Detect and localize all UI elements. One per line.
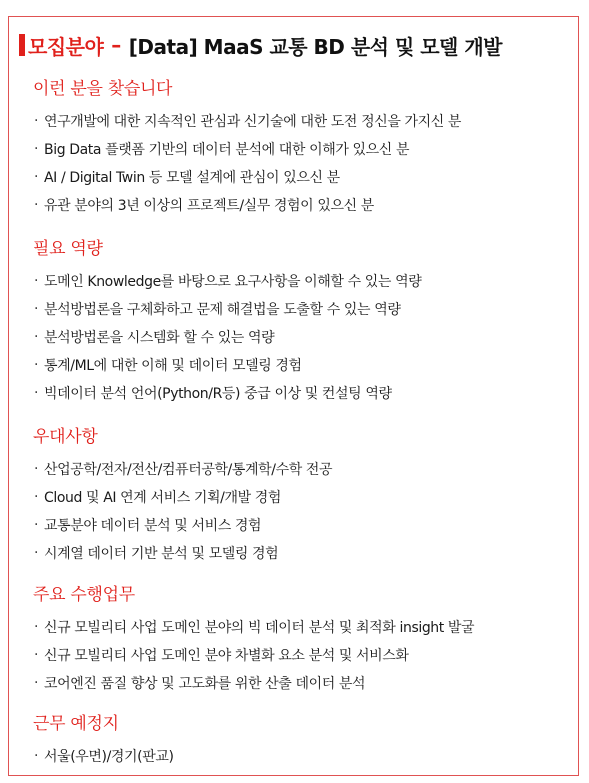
list-item [33,483,563,511]
list-item-text: Big Data 플랫폼 기반의 데이터 분석에 대한 이해가 있으신 분 [44,142,410,158]
list-item [33,613,563,641]
list-item [33,641,563,669]
section-list [33,742,563,770]
section-list [33,455,563,567]
bullet-icon: · [34,748,39,764]
bullet-icon: · [34,517,39,533]
list-item-text: 신규 모빌리티 사업 도메인 분야 차별화 요소 분석 및 서비스화 [44,648,409,664]
section-work-location [33,711,563,770]
list-item-text: 도메인 Knowledge를 바탕으로 요구사항을 이해할 수 있는 역량 [44,274,422,290]
list-item [33,107,563,135]
bullet-icon: · [34,357,39,373]
bullet-icon: · [34,647,39,663]
list-item [33,135,563,163]
title-position: [Data] MaaS 교통 BD 분석 및 모델 개발 [128,34,502,59]
bullet-icon: · [34,301,39,317]
section-heading: 근무 예정지 [33,714,119,734]
list-item-text: AI / Digital Twin 등 모델 설계에 관심이 있으신 분 [44,170,340,186]
title-dash: – [111,33,121,57]
section-heading: 우대사항 [33,427,98,447]
bullet-icon: · [34,675,39,691]
list-item [33,295,563,323]
bullet-icon: · [34,461,39,477]
title-category: 모집분야 [28,34,104,59]
list-item-text: 분석방법론을 시스템화 할 수 있는 역량 [44,330,275,346]
list-item [33,351,563,379]
list-item [33,669,563,697]
bullet-icon: · [34,329,39,345]
section-heading: 주요 수행업무 [33,585,135,605]
list-item [33,323,563,351]
bullet-icon: · [34,385,39,401]
list-item-text: 신규 모빌리티 사업 도메인 분야의 빅 데이터 분석 및 최적화 insight 발굴 [44,620,475,636]
section-list [33,613,563,697]
list-item-text: 산업공학/전자/전산/컴퓨터공학/통계학/수학 전공 [44,462,333,478]
list-item-text: 유관 분야의 3년 이상의 프로젝트/실무 경험이 있으신 분 [44,198,374,214]
list-item [33,191,563,219]
bullet-icon: · [34,545,39,561]
list-item [33,267,563,295]
bullet-icon: · [34,197,39,213]
list-item-text: 코어엔진 품질 향상 및 고도화를 위한 산출 데이터 분석 [44,676,366,692]
section-main-duties [33,582,563,697]
list-item-text: 연구개발에 대한 지속적인 관심과 신기술에 대한 도전 정신을 가지신 분 [44,114,462,130]
list-item-text: 빅데이터 분석 언어(Python/R등) 중급 이상 및 컨설팅 역량 [44,386,392,402]
bullet-icon: · [34,273,39,289]
section-preferred-qualifications [33,424,563,567]
bullet-icon: · [34,489,39,505]
list-item [33,539,563,567]
bullet-icon: · [34,113,39,129]
bullet-icon: · [34,169,39,185]
list-item-text: Cloud 및 AI 연계 서비스 기획/개발 경험 [44,490,282,506]
bullet-icon: · [34,141,39,157]
list-item [33,163,563,191]
section-heading: 필요 역량 [33,239,103,259]
list-item-text: 교통분야 데이터 분석 및 서비스 경험 [44,518,262,534]
section-list [33,267,563,407]
section-list [33,107,563,219]
section-heading: 이런 분을 찾습니다 [33,79,173,99]
section-required-skills [33,236,563,407]
list-item [33,455,563,483]
job-title [19,28,502,62]
bullet-icon: · [34,619,39,635]
list-item [33,379,563,407]
title-accent-bar [19,34,25,56]
list-item [33,742,563,770]
section-candidate-profile [33,76,563,219]
list-item-text: 시계열 데이터 기반 분석 및 모델링 경험 [44,546,279,562]
list-item-text: 서울(우면)/경기(판교) [44,749,174,765]
list-item-text: 분석방법론을 구체화하고 문제 해결법을 도출할 수 있는 역량 [44,302,401,318]
list-item-text: 통계/ML에 대한 이해 및 데이터 모델링 경험 [44,358,302,374]
list-item [33,511,563,539]
